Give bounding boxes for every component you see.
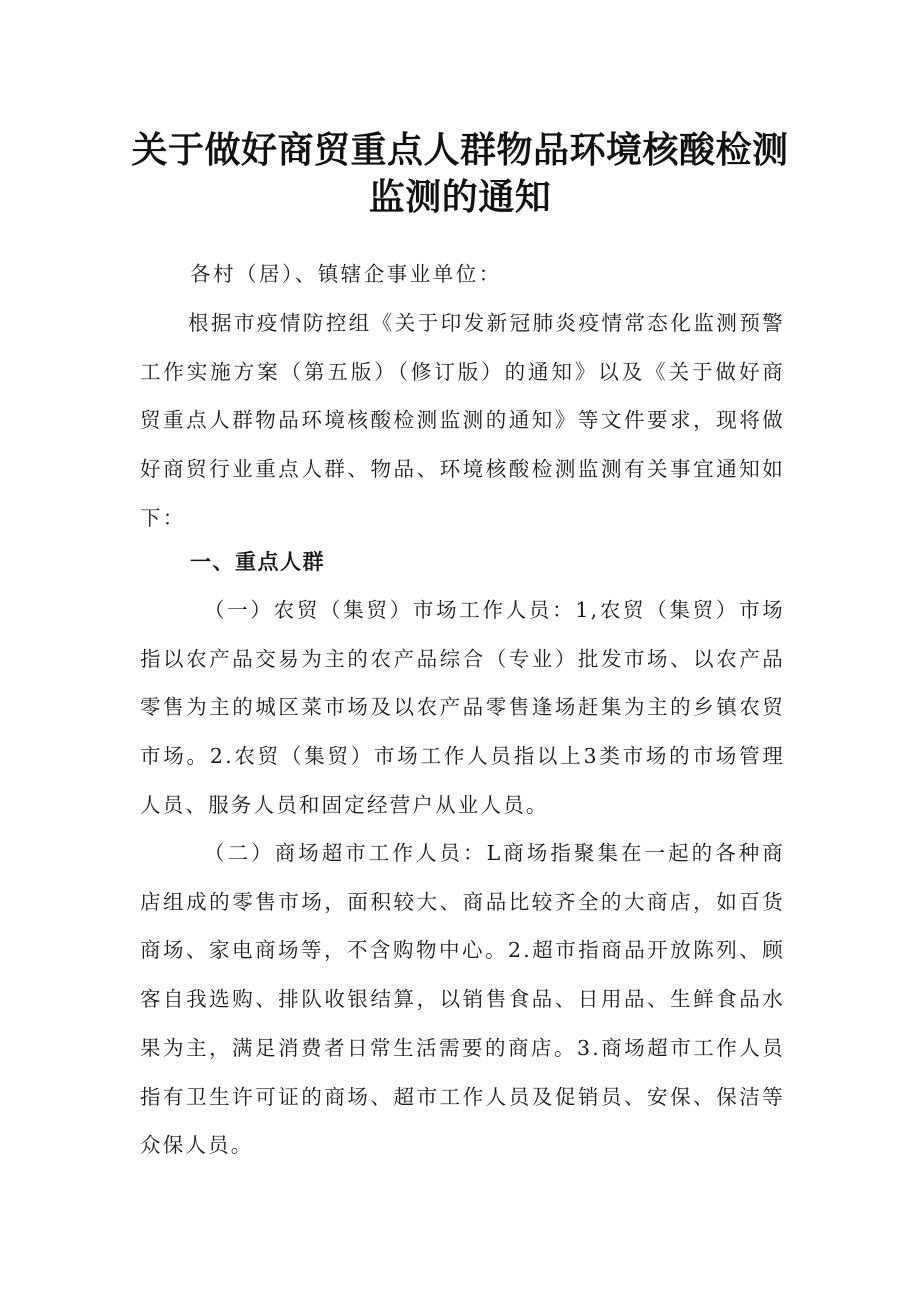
item-2-paragraph: （二）商场超市工作人员：L商场指聚集在一起的各种商店组成的零售市场，面积较大、商品比较齐全的大商店，如百货商场、家电商场等，不含购物中心。2.超市指商品开放陈列、顾客自我选购、排队收银结算，以销售食品、日用品、生鲜食品水果为主，满足消费者日常生活需要的商店。3.商场超市工作人员指有卫生许可证的商场、超市工作人员及促销员、安保、保洁等众保人员。 [140, 841, 785, 1158]
salutation: 各村（居）、镇辖企事业单位： [190, 262, 502, 286]
item-1-paragraph: （一）农贸（集贸）市场工作人员：1,农贸（集贸）市场指以农产品交易为主的农产品综合（专业）批发市场、以农产品零售为主的城区菜市场及以农产品零售逢场赶集为主的乡镇农贸市场。2.农贸（集贸）市场工作人员指以上3类市场的市场管理人员、服务人员和固定经营户从业人员。 [140, 598, 785, 817]
document-title-line-2: 监测的通知 [368, 177, 552, 218]
intro-paragraph: 根据市疫情防控组《关于印发新冠肺炎疫情常态化监测预警工作实施方案（第五版）（修订版）的通知》以及《关于做好商贸重点人群物品环境核酸检测监测的通知》等文件要求，现将做好商贸行业重点人群、物品、环境核酸检测监测有关事宜通知如下： [140, 311, 785, 530]
document-title-line-1: 关于做好商贸重点人群物品环境核酸检测 [131, 130, 789, 171]
section-1-heading: 一、重点人群 [190, 550, 325, 574]
